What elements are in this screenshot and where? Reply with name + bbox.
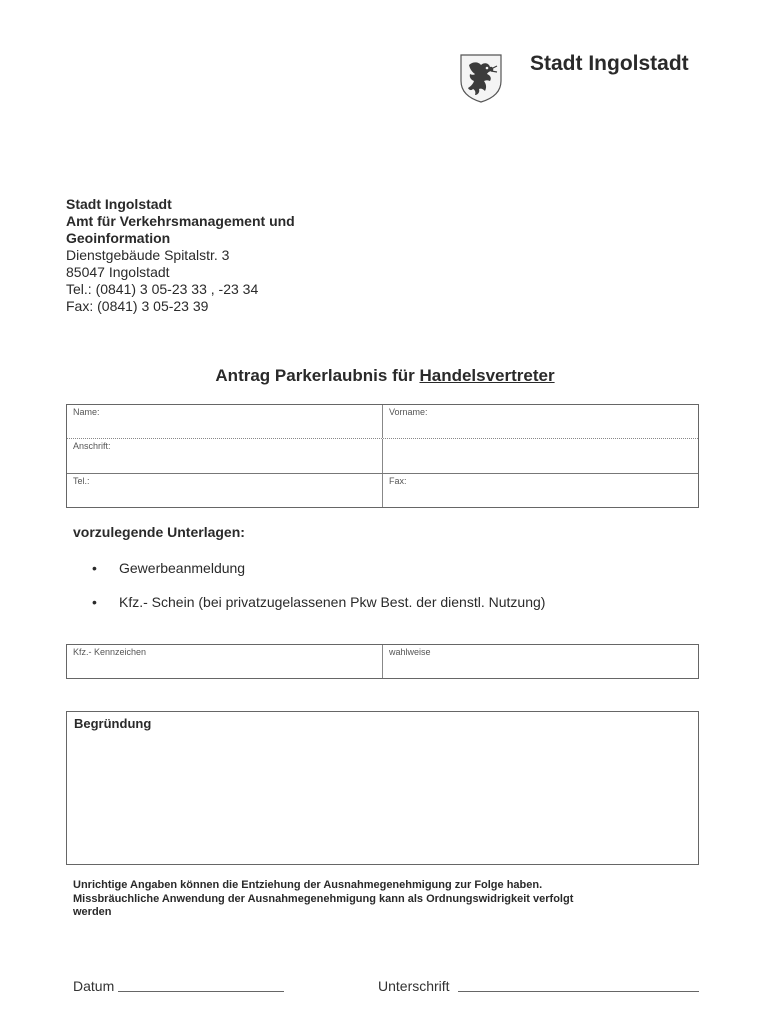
anschrift-label: Anschrift: (73, 441, 111, 451)
address-line: Amt für Verkehrsmanagement und (66, 213, 295, 229)
license-plate-table (66, 644, 699, 679)
anschrift-extra-field[interactable] (383, 439, 698, 473)
kennzeichen-label: Kfz.- Kennzeichen (73, 647, 147, 657)
legal-warning (73, 879, 693, 920)
signature-label: Unterschrift (378, 978, 450, 994)
name-label: Name: (73, 407, 100, 417)
coat-of-arms-icon (459, 53, 503, 103)
tel-field[interactable] (67, 474, 383, 507)
vorname-label: Vorname: (389, 407, 428, 417)
reason-textarea[interactable] (66, 711, 699, 865)
wahlweise-label: wahlweise (389, 647, 431, 657)
bullet-icon: • (92, 594, 97, 610)
fax-field[interactable] (383, 474, 698, 507)
table-row (67, 439, 698, 473)
address-line: Geoinformation (66, 230, 171, 246)
date-label: Datum (73, 978, 115, 994)
wahlweise-field[interactable] (383, 645, 698, 678)
table-row (67, 473, 698, 507)
brand-title: Stadt Ingolstadt (530, 52, 689, 75)
list-item: Gewerbeanmeldung (119, 560, 246, 576)
date-field[interactable] (118, 991, 284, 992)
warning-line: werden (73, 906, 112, 918)
documents-heading: vorzulegende Unterlagen: (73, 524, 245, 540)
sender-address (66, 196, 295, 315)
address-line: Dienstgebäude Spitalstr. 3 (66, 247, 230, 263)
bullet-icon: • (92, 560, 97, 576)
signature-field[interactable] (458, 991, 699, 992)
address-phone: Tel.: (0841) 3 05-23 33 , -23 34 (66, 281, 259, 297)
form-title-underlined: Handelsvertreter (419, 366, 555, 385)
name-field[interactable] (67, 405, 383, 438)
warning-line: Unrichtige Angaben können die Entziehung der Ausnahmegenehmigung zur Folge haben. (73, 879, 543, 891)
table-row (67, 645, 698, 678)
kennzeichen-field[interactable] (67, 645, 383, 678)
form-title-prefix: Antrag Parkerlaubnis für (215, 366, 420, 385)
applicant-table (66, 404, 699, 508)
address-line: Stadt Ingolstadt (66, 196, 172, 212)
warning-line: Missbräuchliche Anwendung der Ausnahmegenehmigung kann als Ordnungswidrigkeit verfolgt (73, 892, 574, 905)
table-row (67, 405, 698, 439)
address-fax: Fax: (0841) 3 05-23 39 (66, 298, 209, 314)
reason-label: Begründung (74, 716, 152, 731)
anschrift-field[interactable] (67, 439, 383, 473)
address-line: 85047 Ingolstadt (66, 264, 170, 280)
list-item: Kfz.- Schein (bei privatzugelassenen Pkw Best. der dienstl. Nutzung) (119, 594, 546, 610)
vorname-field[interactable] (383, 405, 698, 438)
form-title (0, 366, 770, 386)
tel-label: Tel.: (73, 476, 90, 486)
fax-label: Fax: (389, 476, 407, 486)
